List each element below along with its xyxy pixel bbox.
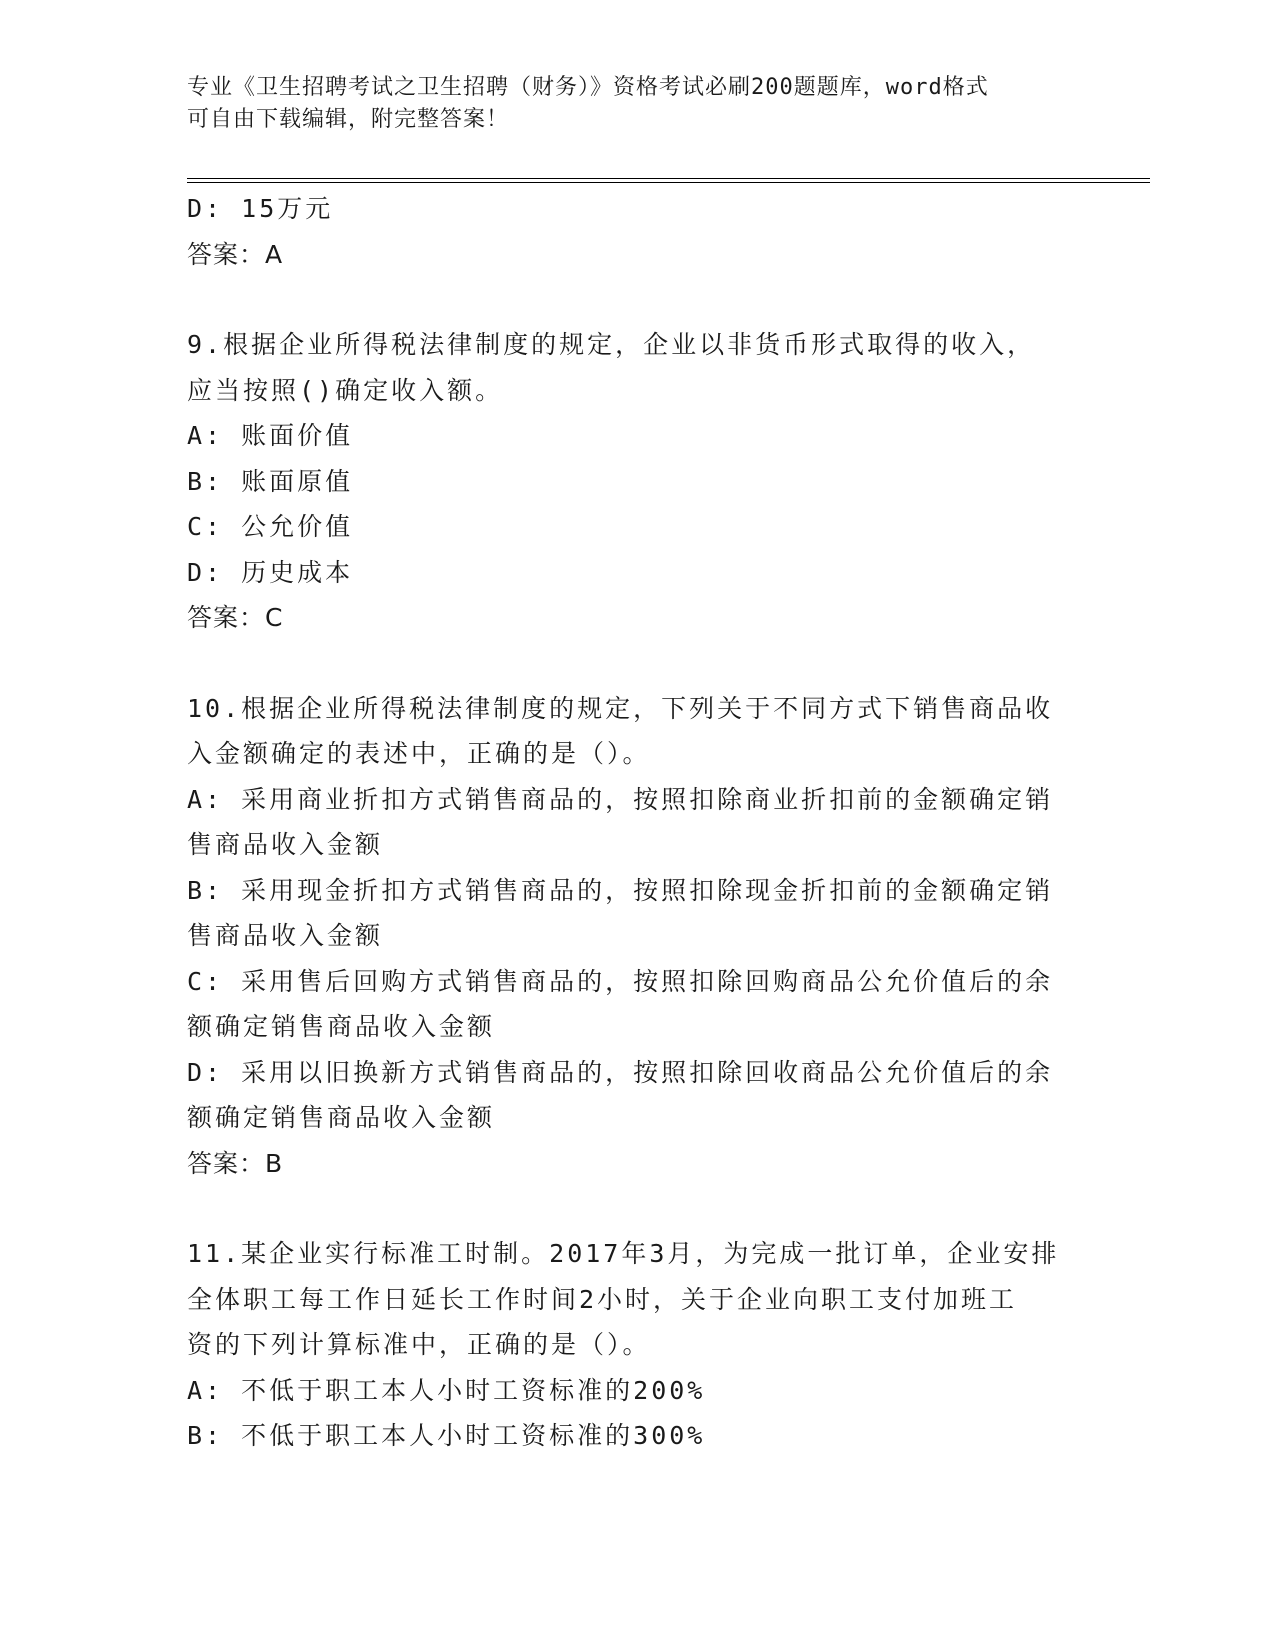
q9-option-d: D: 历史成本 bbox=[187, 557, 354, 587]
q8-answer: 答案：A bbox=[187, 239, 284, 269]
header-line-1: 专业《卫生招聘考试之卫生招聘（财务）》资格考试必刷200题题库，word格式 bbox=[187, 75, 989, 100]
spacer bbox=[187, 277, 1087, 322]
q11-option-b: B: 不低于职工本人小时工资标准的300% bbox=[187, 1421, 706, 1450]
q9-option-a: A: 账面价值 bbox=[187, 421, 354, 450]
q9-answer: 答案：C bbox=[187, 603, 284, 632]
document-body bbox=[187, 186, 1087, 1459]
question-9 bbox=[187, 322, 1087, 641]
q11-stem-line-3: 资的下列计算标准中，正确的是（）。 bbox=[187, 1330, 651, 1359]
question-10 bbox=[187, 686, 1087, 1187]
spacer bbox=[187, 1186, 1087, 1231]
question-8 bbox=[187, 186, 1087, 277]
q11-stem-line-2: 全体职工每工作日延长工作时间2小时，关于企业向职工支付加班工 bbox=[187, 1284, 1018, 1314]
q11-option-a: A: 不低于职工本人小时工资标准的200% bbox=[187, 1375, 706, 1405]
q10-option-a-line-1: A: 采用商业折扣方式销售商品的，按照扣除商业折扣前的金额确定销 bbox=[187, 784, 1054, 814]
page-header bbox=[187, 72, 1087, 136]
q9-option-c: C: 公允价值 bbox=[187, 512, 354, 541]
q11-stem-line-1: 11.某企业实行标准工时制。2017年3月，为完成一批订单，企业安排 bbox=[187, 1239, 1060, 1268]
q10-stem-line-2: 入金额确定的表述中，正确的是（）。 bbox=[187, 739, 651, 768]
q9-stem-line-2: 应当按照()确定收入额。 bbox=[187, 375, 504, 405]
q10-option-c-line-2: 额确定销售商品收入金额 bbox=[187, 1012, 496, 1041]
q10-option-d-line-1: D: 采用以旧换新方式销售商品的，按照扣除回收商品公允价值后的余 bbox=[187, 1057, 1054, 1087]
question-11 bbox=[187, 1231, 1087, 1459]
q10-option-a-line-2: 售商品收入金额 bbox=[187, 830, 384, 859]
q10-option-b-line-1: B: 采用现金折扣方式销售商品的，按照扣除现金折扣前的金额确定销 bbox=[187, 875, 1054, 905]
q10-answer: 答案：B bbox=[187, 1148, 284, 1178]
spacer bbox=[187, 641, 1087, 686]
q9-option-b: B: 账面原值 bbox=[187, 466, 354, 496]
header-line-2: 可自由下载编辑，附完整答案！ bbox=[187, 107, 510, 132]
q10-option-c-line-1: C: 采用售后回购方式销售商品的，按照扣除回购商品公允价值后的余 bbox=[187, 966, 1054, 996]
q9-stem-line-1: 9.根据企业所得税法律制度的规定，企业以非货币形式取得的收入， bbox=[187, 330, 1036, 359]
q10-option-b-line-2: 售商品收入金额 bbox=[187, 921, 384, 950]
header-divider bbox=[187, 178, 1150, 183]
q10-option-d-line-2: 额确定销售商品收入金额 bbox=[187, 1103, 496, 1132]
q10-stem-line-1: 10.根据企业所得税法律制度的规定，下列关于不同方式下销售商品收 bbox=[187, 693, 1054, 723]
q8-option-d: D: 15万元 bbox=[187, 194, 334, 223]
